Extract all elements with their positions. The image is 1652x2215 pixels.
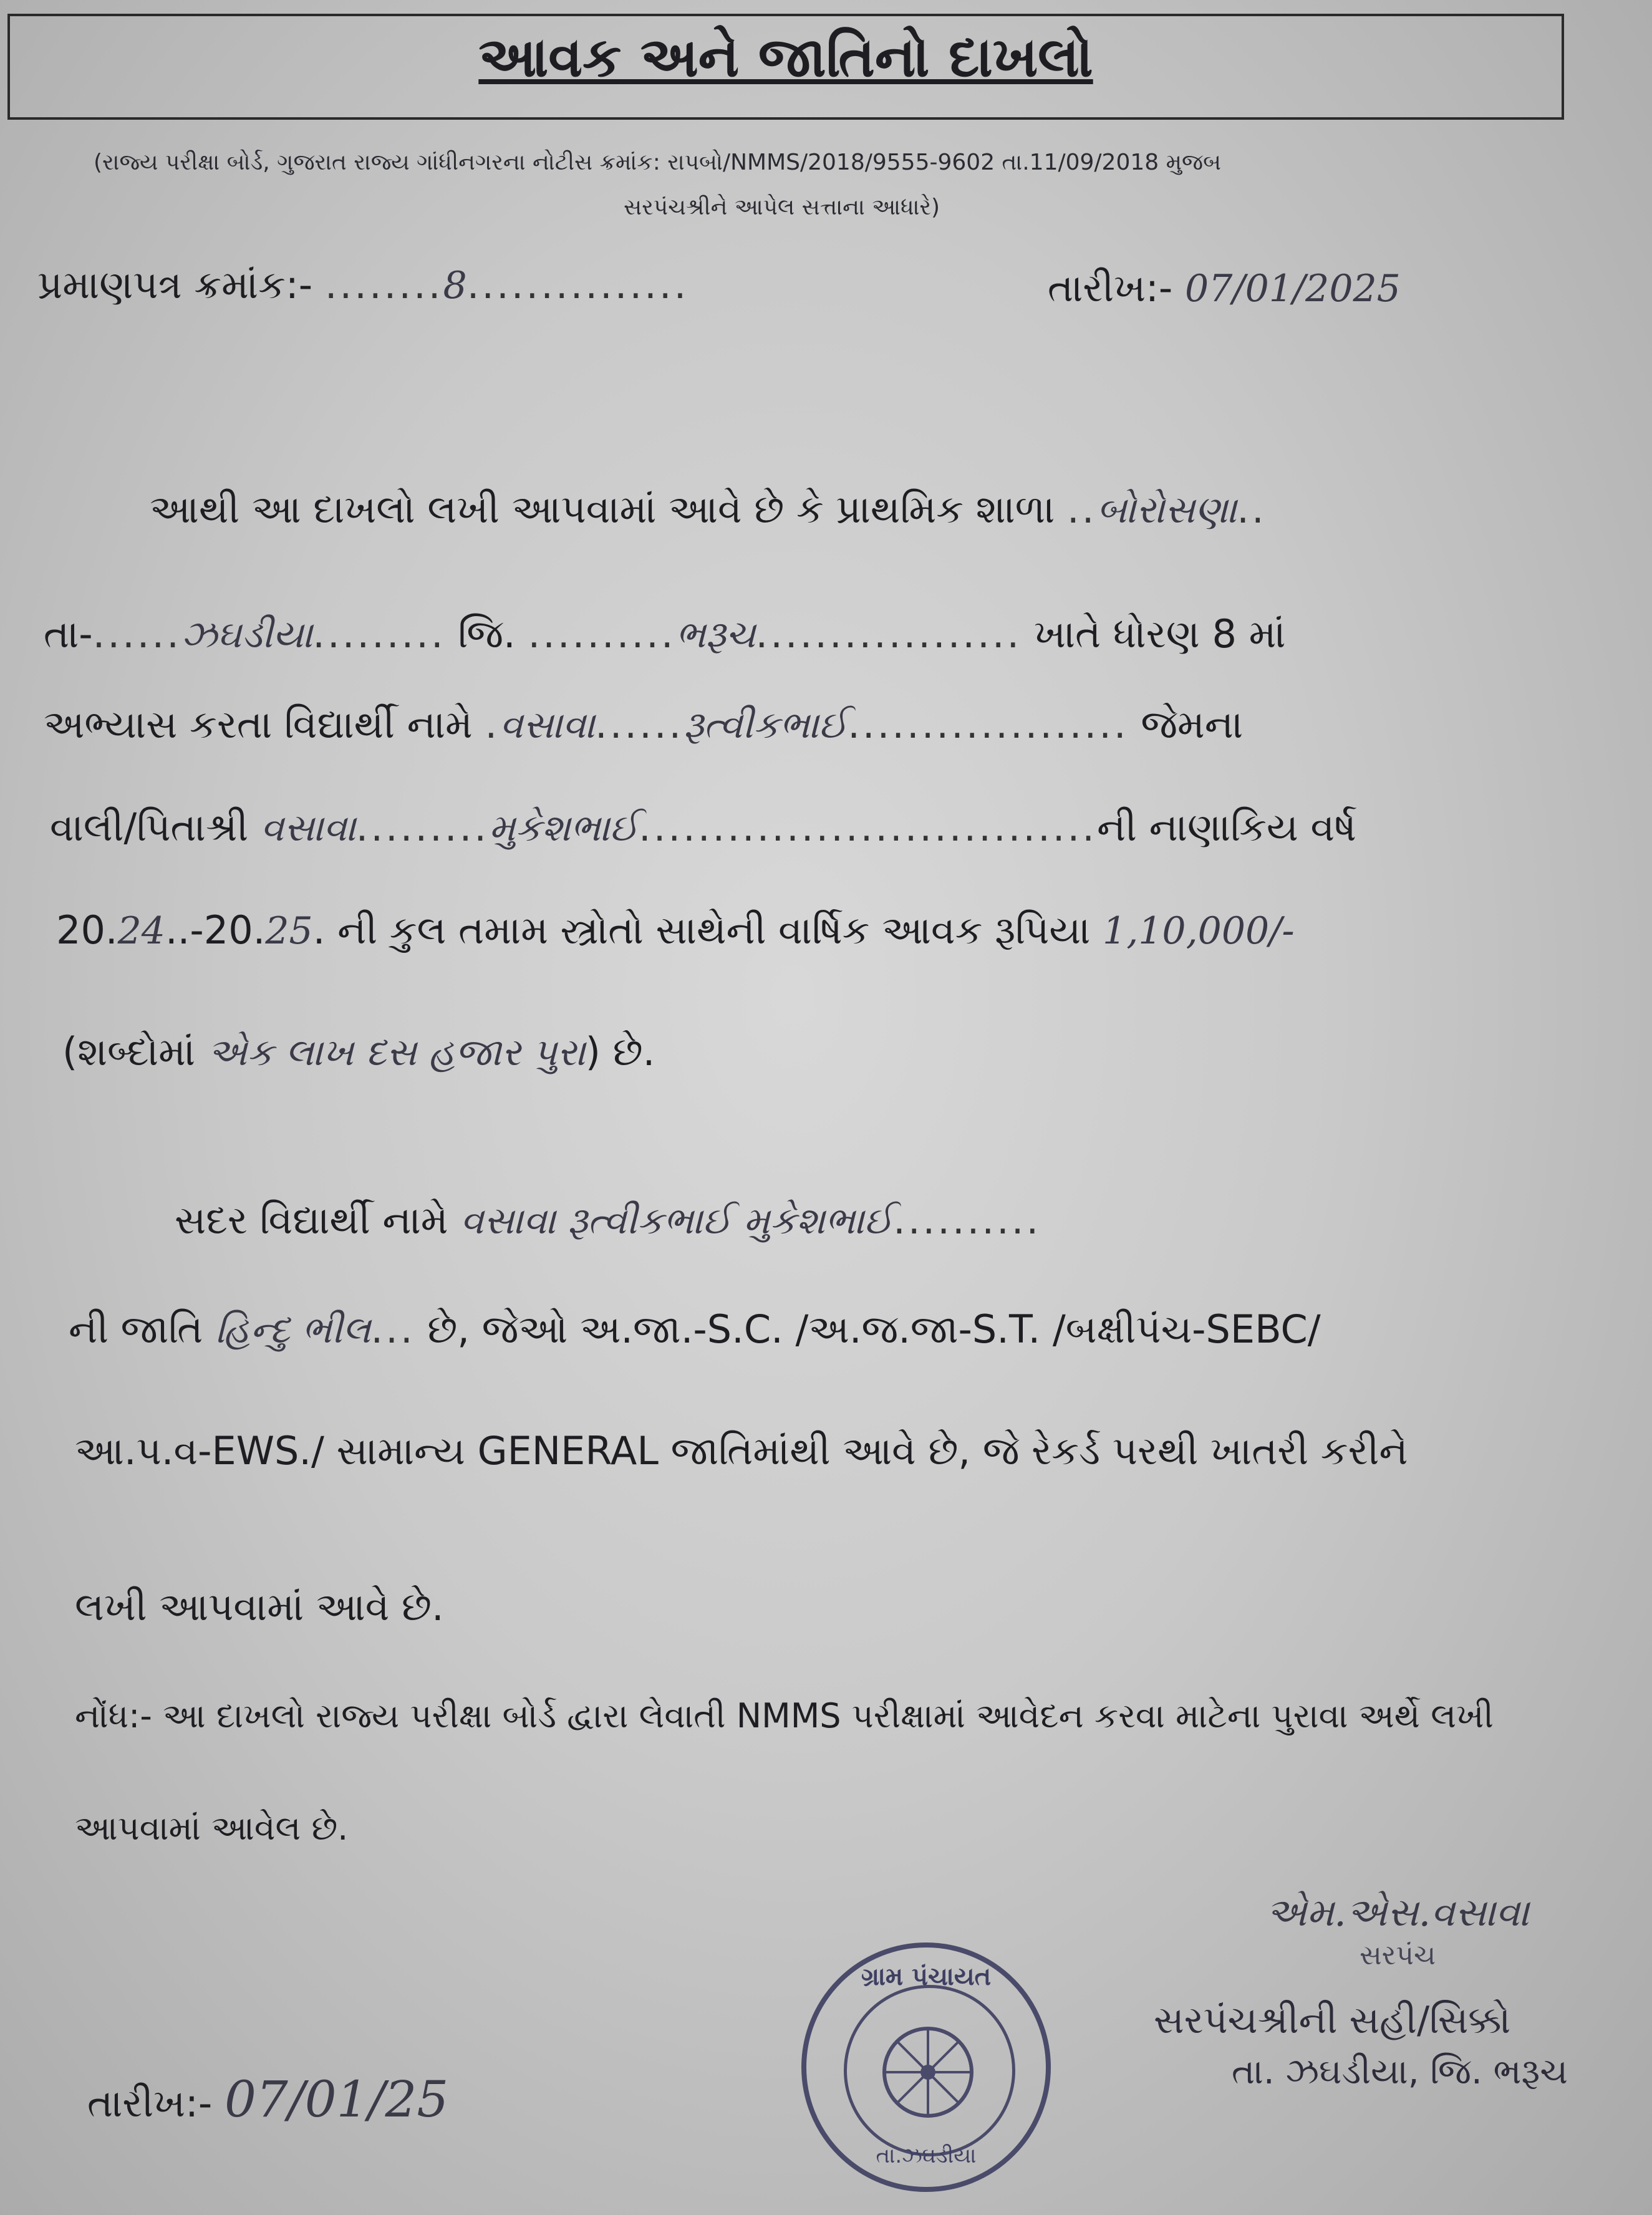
dots: ......... bbox=[355, 804, 489, 850]
caste-category-text: છે, જેઓ અ.જા.-S.C. /અ.જ.જા-S.T. /બક્ષીપંચ-SEBC/ bbox=[427, 1306, 1321, 1352]
dots: .................. bbox=[755, 611, 1022, 657]
para1-line-2 bbox=[44, 611, 1286, 657]
dots: ......... bbox=[312, 611, 446, 657]
fy-start: 24 bbox=[117, 909, 165, 953]
student-full-name: વસાવા રૂત્વીકભાઈ મુકેશભાઈ bbox=[460, 1199, 894, 1243]
dots: ...... bbox=[92, 611, 181, 657]
para1-line-5: 20.24..-20.25. ની કુલ તમામ સ્ત્રોતો સાથેની વાર્ષિક આવક રૂપિયા 1,10,000/- bbox=[56, 907, 1295, 953]
caste-value: હિન્દુ ભીલ bbox=[215, 1308, 371, 1352]
dots: ........ bbox=[324, 262, 443, 307]
fy-mid: ..-20. bbox=[165, 907, 266, 953]
dots: ................... bbox=[848, 702, 1129, 747]
words-label: (શબ્દોમાં bbox=[62, 1029, 196, 1074]
dots: ............................... bbox=[638, 804, 1097, 850]
para1-line-4 bbox=[50, 804, 1356, 851]
note-line-2: આપવામાં આવેલ છે. bbox=[75, 1808, 349, 1848]
dots: .......... bbox=[893, 1197, 1041, 1243]
student-first-name: રૂત્વીકભાઈ bbox=[684, 703, 848, 747]
para2-line-4: લખી આપવામાં આવે છે. bbox=[75, 1584, 444, 1629]
amount-in-words: એક લાખ દસ હજાર પુરા bbox=[207, 1031, 586, 1074]
financial-year-label: ની નાણાકિય વર્ષ bbox=[1096, 804, 1356, 850]
footer-date-row bbox=[87, 2070, 448, 2128]
words-end: ) છે. bbox=[585, 1029, 655, 1074]
guardian-label: વાલી/પિતાશ્રી bbox=[50, 804, 249, 850]
certificate-date-value: 07/01/2025 bbox=[1185, 267, 1401, 311]
dots: ...... bbox=[595, 702, 684, 747]
dots: .......... bbox=[528, 611, 676, 657]
dots: .. bbox=[1237, 486, 1267, 532]
income-text: ની કુલ તમામ સ્ત્રોતો સાથેની વાર્ષિક આવક રૂપિયા bbox=[337, 907, 1091, 953]
intro-text: આથી આ દાખલો લખી આપવામાં આવે છે કે પ્રાથમિક શાળા bbox=[150, 486, 1055, 532]
district-label: જિ. bbox=[458, 611, 516, 657]
taluka-label: તા- bbox=[44, 611, 93, 657]
dots: .. bbox=[1067, 486, 1097, 532]
standard-text: ખાતે ધોરણ 8 માં bbox=[1033, 611, 1286, 657]
para1-line-3 bbox=[44, 702, 1243, 748]
panchayat-seal bbox=[801, 1942, 1051, 2192]
para2-line-2 bbox=[69, 1306, 1321, 1353]
seal-top-text: ગ્રામ પંચાયત bbox=[861, 1962, 992, 1991]
seal-bottom-text: તા.ઝઘડીયા bbox=[876, 2143, 977, 2168]
para2-line-3: આ.પ.વ-EWS./ સામાન્ય GENERAL જાતિમાંથી આવે છે, જે રેકર્ડ પરથી ખાતરી કરીને bbox=[75, 1428, 1408, 1474]
footer-date-label: તારીખ:- bbox=[87, 2080, 213, 2126]
dots: ............... bbox=[466, 262, 689, 307]
student-prefix: સદર વિદ્યાર્થી નામે bbox=[175, 1197, 448, 1243]
emblem-icon bbox=[866, 2010, 990, 2135]
para1-line-6 bbox=[62, 1029, 655, 1075]
guardian-surname: વસાવા bbox=[260, 806, 356, 850]
dots: . bbox=[485, 702, 500, 747]
income-value: 1,10,000/- bbox=[1103, 909, 1295, 953]
certificate-number-row bbox=[37, 262, 688, 308]
para1-line-1 bbox=[150, 486, 1267, 533]
certificate-number-value: 8 bbox=[443, 264, 467, 307]
footer-date-value: 07/01/25 bbox=[225, 2070, 449, 2128]
student-surname: વસાવા bbox=[500, 703, 596, 747]
signature: એમ.એસ.વસાવા bbox=[1266, 1889, 1530, 1935]
document-title: આવક અને જાતિનો દાખલો bbox=[478, 25, 1093, 89]
school-name: બોરોસણા bbox=[1096, 488, 1237, 532]
signature-role: સરપંચ bbox=[1360, 1939, 1436, 1971]
certificate-number-label: પ્રમાણપત્ર ક્રમાંક:- bbox=[37, 262, 313, 307]
notice-line-1: (રાજ્ય પરીક્ષા બોર્ડ, ગુજરાત રાજ્ય ગાંધીનગરના નોટીસ ક્રમાંક: રાપબો/NMMS/2018/9555-9602 તા.11/09/2018 મુજબ bbox=[94, 150, 1221, 175]
fy-start-prefix: 20. bbox=[56, 907, 118, 953]
para2-line-1 bbox=[175, 1197, 1041, 1243]
dots: ... bbox=[370, 1306, 415, 1352]
note-line-1: નોંધ:- આ દાખલો રાજ્ય પરીક્ષા બોર્ડ દ્વારા લેવાતી NMMS પરીક્ષામાં આવેદન કરવા માટેના પુરાવા અર્થે લખી bbox=[75, 1696, 1494, 1735]
student-label: અભ્યાસ કરતા વિદ્યાર્થી નામે bbox=[44, 702, 473, 747]
notice-line-2: સરપંચશ્રીને આપેલ સત્તાના આધારે) bbox=[624, 195, 940, 220]
guardian-name: મુકેશભાઈ bbox=[488, 806, 639, 850]
certificate-date-row bbox=[1048, 265, 1401, 311]
fy-end: 25 bbox=[265, 909, 313, 953]
whose-text: જેમના bbox=[1141, 702, 1244, 747]
certificate-date-label: તારીખ:- bbox=[1048, 265, 1173, 311]
district-value: ભરૂચ bbox=[675, 613, 756, 657]
taluka-value: ઝઘડીયા bbox=[181, 613, 313, 657]
sign-block-line-1: સરપંચશ્રીની સહી/સિક્કો bbox=[1154, 1999, 1511, 2042]
caste-label: ની જાતિ bbox=[69, 1306, 203, 1352]
sign-block-line-2: તા. ઝઘડીયા, જિ. ભરૂચ bbox=[1232, 2052, 1568, 2092]
